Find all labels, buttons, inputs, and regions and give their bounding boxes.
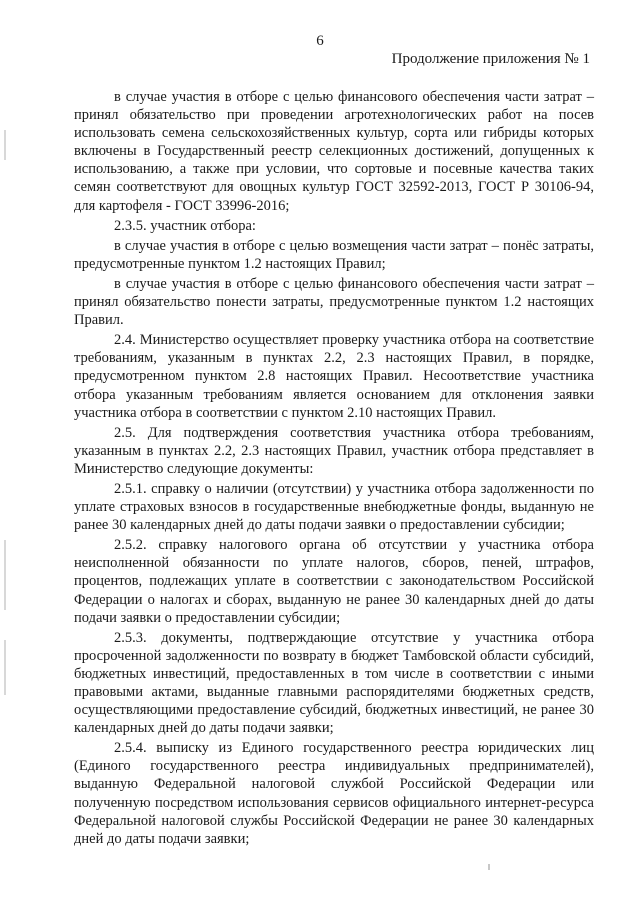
page-number: 6 [316,33,324,49]
scan-margin-mark [4,640,6,695]
scan-margin-mark [4,540,6,610]
paragraph-financing-case: в случае участия в отборе с целью финансового обеспечения части затрат – принял обязательство понести затраты, предусмотренные пунктом 1.2 настоящих Правил. [74,275,594,329]
appendix-continuation-note: Продолжение приложения № 1 [391,51,590,67]
paragraph-2-5-2: 2.5.2. справку налогового органа об отсутствии у участника отбора неисполненной обязанности по уплате налогов, сборов, пеней, штрафов, процентов, подлежащих уплате в соответствии с законодательством Российской Федерации о налогах и сборах, выданную не ранее 30 календарных дней до даты подачи заявки о предоставлении субсидии; [74,537,594,626]
paragraph-2-3-5: 2.3.5. участник отбора: [114,217,256,234]
paragraph-2-5: 2.5. Для подтверждения соответствия участника отбора требованиям, указанным в пунктах 2.2, 2.3 настоящих Правил, участник отбора представляет в Министерство следующие документы: [74,424,594,477]
document-body [74,88,594,850]
paragraph-2-5-4: 2.5.4. выписку из Единого государственного реестра юридических лиц (Единого государственного реестра индивидуальных предпринимателей), выданную Федеральной налоговой службой Российской Федерации или полученную посредством использования сервисов официального интернет-ресурса Федеральной налоговой службы Российской Федерации не ранее 30 календарных дней до даты подачи заявки; [74,740,594,847]
scan-margin-mark [4,130,6,160]
paragraph-2-5-1: 2.5.1. справку о наличии (отсутствии) у участника отбора задолженности по уплате страховых взносов в государственные внебюджетные фонды, выданную не ранее 30 календарных дней до даты подачи заявки о предоставлении субсидии; [74,480,594,534]
paragraph-2-4: 2.4. Министерство осуществляет проверку участника отбора на соответствие требованиям, указанным в пунктах 2.2, 2.3 настоящих Правил, в порядке, предусмотренном пунктом 2.8 настоящих Правил. Несоответствие участника отбора указанным требованиям является основанием для отклонения заявки участника отбора в соответствии с пунктом 2.10 настоящих Правил. [74,332,594,421]
paragraph-2-5-3: 2.5.3. документы, подтверждающие отсутствие у участника отбора просроченной задолженности по возврату в бюджет Тамбовской области субсидий, бюджетных инвестиций, предоставленных в том числе в соответствии с иными правовыми актами, выданные главными распорядителями бюджетных средств, осуществляющими предоставление субсидий, бюджетных инвестиций, не ранее 30 календарных дней до даты подачи заявки; [74,629,594,737]
paragraph-seed-obligation: в случае участия в отборе с целью финансового обеспечения части затрат – принял обязательство при проведении агротехнологических работ на посев использовать семена сельскохозяйственных культур, сорта или гибриды которых включены в Государственный реестр селекционных достижений, допущенных к использованию, а также при условии, что сортовые и посевные качества таких семян соответствуют для овощных культур ГОСТ 32592-2013, ГОСТ Р 30106-94, для картофеля - ГОСТ 33996-2016; [74,89,594,214]
paragraph-reimbursement-case: в случае участия в отборе с целью возмещения части затрат – понёс затраты, предусмотренные пунктом 1.2 настоящих Правил; [74,237,594,272]
scan-artifact [488,864,490,870]
